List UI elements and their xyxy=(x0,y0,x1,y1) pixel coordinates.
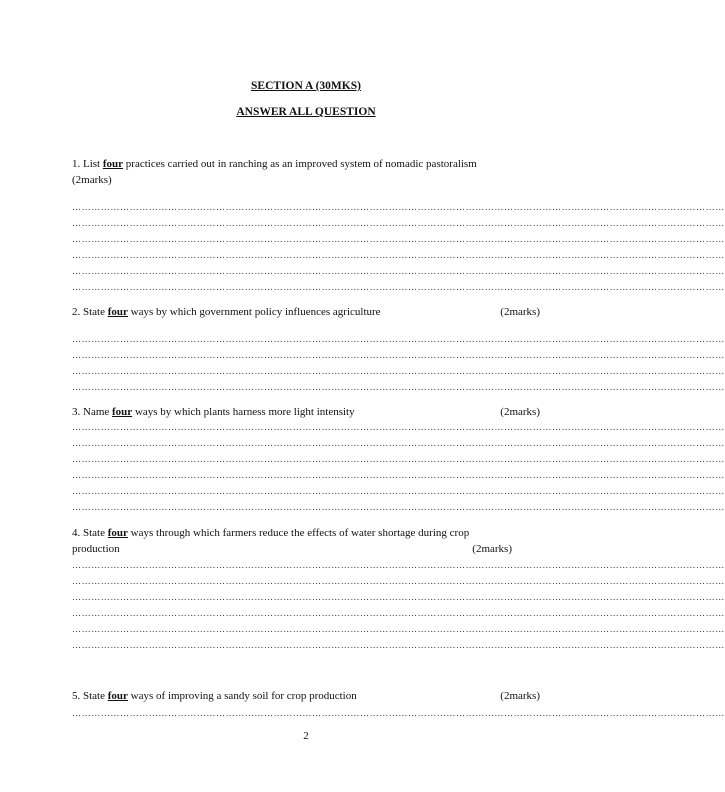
question-5-number: 5. State xyxy=(72,690,108,702)
question-1-number: 1. List xyxy=(72,158,103,170)
page-number: 2 xyxy=(303,730,309,742)
question-1-marks: (2marks) xyxy=(72,174,112,186)
answer-line[interactable]: …………………………………………………………………………………………………………………………………………………………………………………… xyxy=(72,486,725,496)
question-2-text: ways by which government policy influences agriculture xyxy=(127,306,381,318)
answer-line[interactable]: …………………………………………………………………………………………………………………………………………………………………………………… xyxy=(72,592,725,602)
answer-line[interactable]: …………………………………………………………………………………………………………………………………………………………………………………… xyxy=(72,350,725,360)
question-3-marks: (2marks) xyxy=(500,406,540,418)
answer-line[interactable]: …………………………………………………………………………………………………………………………………………………………………………………… xyxy=(72,250,725,260)
question-3-keyword: four xyxy=(112,406,133,418)
question-3-number: 3. Name xyxy=(72,406,113,418)
answer-line[interactable]: …………………………………………………………………………………………………………………………………………………………………………………… xyxy=(72,382,725,392)
answer-line[interactable]: …………………………………………………………………………………………………………………………………………………………………………………… xyxy=(72,266,725,276)
answer-line[interactable]: …………………………………………………………………………………………………………………………………………………………………………………… xyxy=(72,708,725,718)
question-1 xyxy=(72,156,540,188)
answer-line[interactable]: …………………………………………………………………………………………………………………………………………………………………………………… xyxy=(72,608,725,618)
question-4 xyxy=(72,525,540,557)
question-4-keyword: four xyxy=(107,527,128,539)
answer-line[interactable]: …………………………………………………………………………………………………………………………………………………………………………………… xyxy=(72,438,725,448)
answer-line[interactable]: …………………………………………………………………………………………………………………………………………………………………………………… xyxy=(72,560,725,570)
answer-line[interactable]: …………………………………………………………………………………………………………………………………………………………………………………… xyxy=(72,366,725,376)
question-5-text: ways of improving a sandy soil for crop production xyxy=(127,690,357,702)
answer-line[interactable]: …………………………………………………………………………………………………………………………………………………………………………………… xyxy=(72,502,725,512)
answer-line[interactable]: …………………………………………………………………………………………………………………………………………………………………………………… xyxy=(72,334,725,344)
answer-line[interactable]: …………………………………………………………………………………………………………………………………………………………………………………… xyxy=(72,218,725,228)
answer-line[interactable]: …………………………………………………………………………………………………………………………………………………………………………………… xyxy=(72,576,725,586)
question-2 xyxy=(72,304,540,320)
section-instruction: ANSWER ALL QUESTION xyxy=(236,106,376,118)
question-2-keyword: four xyxy=(107,306,128,318)
answer-line[interactable]: …………………………………………………………………………………………………………………………………………………………………………………… xyxy=(72,624,725,634)
question-3-text: ways by which plants harness more light intensity xyxy=(132,406,355,418)
answer-line[interactable]: …………………………………………………………………………………………………………………………………………………………………………………… xyxy=(72,422,725,432)
answer-line[interactable]: …………………………………………………………………………………………………………………………………………………………………………………… xyxy=(72,234,725,244)
question-5-marks: (2marks) xyxy=(500,690,540,702)
answer-line[interactable]: …………………………………………………………………………………………………………………………………………………………………………………… xyxy=(72,640,725,650)
question-4-marks: (2marks) xyxy=(472,543,512,555)
question-1-keyword: four xyxy=(102,158,124,170)
question-4-number: 4. State xyxy=(72,527,108,539)
question-5-keyword: four xyxy=(107,690,128,702)
answer-line[interactable]: …………………………………………………………………………………………………………………………………………………………………………………… xyxy=(72,202,725,212)
answer-line[interactable]: …………………………………………………………………………………………………………………………………………………………………………………… xyxy=(72,282,725,292)
section-title: SECTION A (30MKS) xyxy=(251,80,361,92)
question-5 xyxy=(72,688,540,704)
question-3 xyxy=(72,404,540,420)
question-1-text: practices carried out in ranching as an improved system of nomadic pastoralism xyxy=(123,158,477,170)
question-4-text: ways through which farmers reduce the effects of water shortage during crop xyxy=(127,527,470,539)
question-2-marks: (2marks) xyxy=(500,306,540,318)
question-4-text-continued: production xyxy=(72,543,120,555)
answer-line[interactable]: …………………………………………………………………………………………………………………………………………………………………………………… xyxy=(72,454,725,464)
answer-line[interactable]: …………………………………………………………………………………………………………………………………………………………………………………… xyxy=(72,470,725,480)
question-2-number: 2. State xyxy=(72,306,108,318)
